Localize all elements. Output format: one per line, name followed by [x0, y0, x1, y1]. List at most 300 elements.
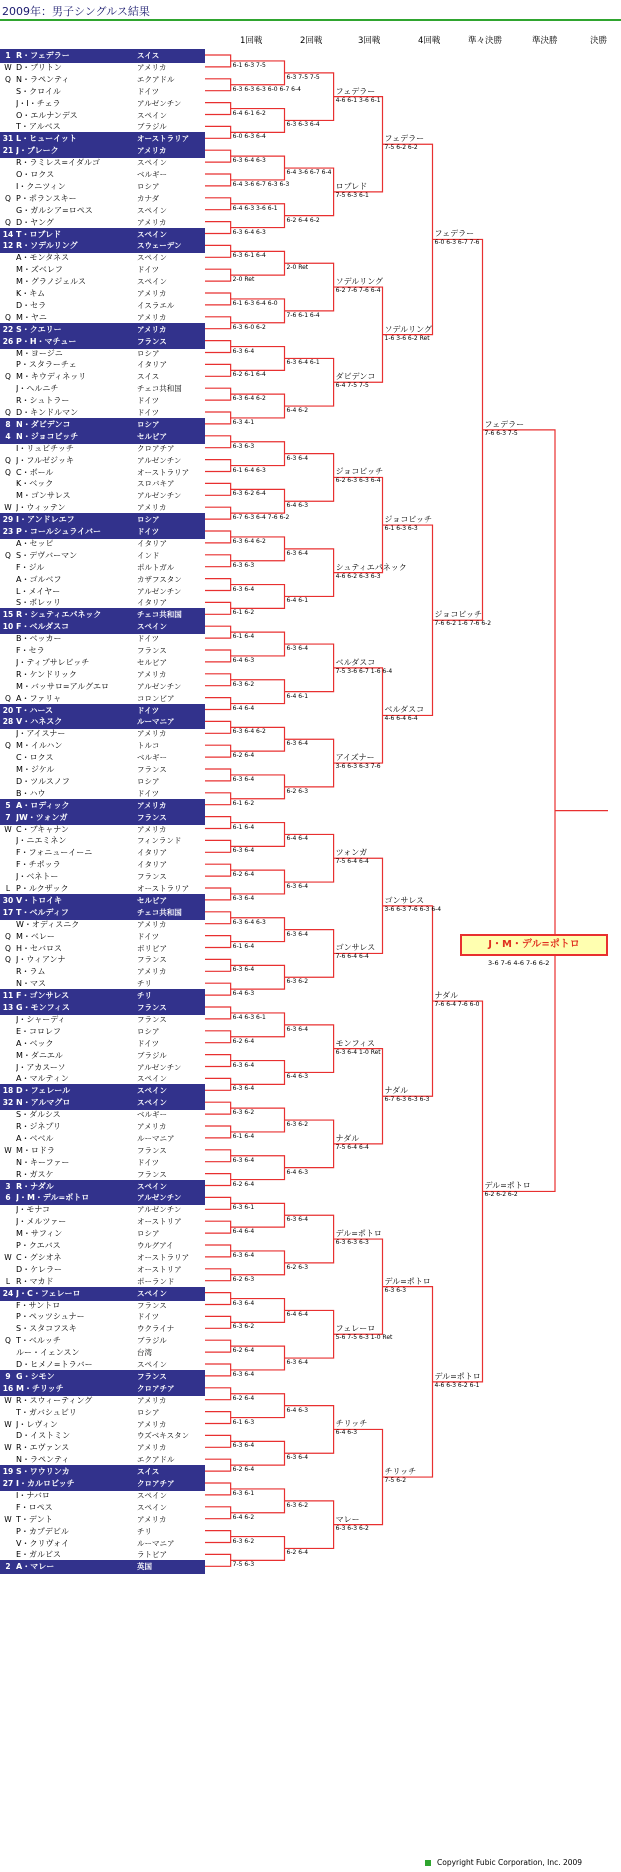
match-score-r1: 6-3 6-4 6-2 — [232, 395, 266, 403]
match-bracket-r1 — [205, 388, 231, 400]
player-name: J・フルゼジッキ — [16, 455, 75, 465]
player-name: T・アルベス — [16, 122, 61, 132]
match-score-r1: 6-1 6-3 7-5 — [232, 61, 266, 69]
seed-label: Q — [5, 312, 11, 322]
match-bracket-r1 — [205, 103, 231, 115]
match-bracket-qf — [410, 525, 433, 715]
player-country: ポルトガル — [137, 562, 175, 572]
player-country: ロシア — [137, 776, 160, 786]
player-country: スペイン — [137, 1181, 167, 1191]
match-score-r2: 6-3 6-2 — [286, 1121, 309, 1129]
match-bracket-r4 — [360, 858, 383, 953]
player-name: I・カルロビッチ — [16, 1479, 75, 1488]
match-bracket-r1 — [205, 959, 231, 971]
player-name: M・ベレー — [16, 931, 55, 941]
player-name: M・ジケル — [16, 765, 55, 774]
match-bracket-r2 — [262, 1394, 285, 1418]
match-bracket-r1 — [205, 1531, 231, 1543]
match-bracket-r2 — [262, 632, 285, 656]
match-score-r2: 6-3 7-5 7-5 — [286, 73, 320, 81]
match-bracket-r4 — [360, 97, 383, 192]
player-name: D・ヤング — [16, 217, 54, 227]
match-score-r2: 6-3 6-4 — [286, 930, 309, 938]
match-bracket-r2 — [262, 680, 285, 704]
match-bracket-qf — [410, 906, 433, 1096]
match-bracket-r1 — [205, 1174, 231, 1186]
match-score-r3: 3-6 6-3 6-3 7-6 — [335, 763, 381, 771]
match-score-r3: 5-6 7-5 6-3 1-0 Ret — [335, 1334, 393, 1342]
player-country: ドイツ — [137, 527, 160, 536]
seed-label: 29 — [2, 515, 14, 525]
player-country: スウェーデン — [137, 241, 182, 251]
player-name: F・セラ — [16, 646, 45, 655]
match-bracket-r1 — [205, 1197, 231, 1209]
match-bracket-sf — [460, 239, 483, 620]
round-label-r3: 3回戦 — [358, 36, 381, 46]
seed-label: Q — [5, 217, 11, 227]
match-bracket-r1 — [205, 745, 231, 757]
match-bracket-r1 — [205, 579, 231, 591]
match-score-r1: 6-3 6-4 6-3 — [232, 228, 266, 236]
player-name: S・ボレッリ — [16, 598, 61, 608]
player-country: スペイン — [137, 277, 167, 287]
player-country: フランス — [137, 1014, 167, 1024]
match-score-r1: 2-0 Ret — [232, 276, 255, 284]
seed-label: 27 — [2, 1479, 14, 1488]
match-bracket-r4 — [360, 1239, 383, 1334]
round-label-final: 決勝 — [590, 36, 608, 46]
player-country: ドイツ — [137, 705, 160, 715]
player-country: アメリカ — [137, 919, 167, 929]
player-country: ドイツ — [137, 1312, 160, 1322]
seed-label: 22 — [2, 324, 14, 334]
player-country: フランス — [137, 765, 167, 774]
player-country: アメリカ — [137, 217, 167, 227]
match-bracket-r1 — [205, 412, 231, 424]
player-country: カナダ — [137, 193, 160, 203]
match-bracket-r2 — [262, 1441, 285, 1465]
match-bracket-r3 — [312, 739, 334, 787]
match-score-r1: 6-3 6-3 — [232, 561, 255, 569]
player-name: A・セッピ — [16, 538, 54, 548]
round-label-qf: 準々決勝 — [468, 36, 503, 46]
match-bracket-r2 — [262, 1489, 285, 1513]
match-score-r2: 6-4 6-1 — [286, 597, 309, 605]
player-name: S・クエリー — [16, 324, 62, 334]
player-name: F・ベルダスコ — [16, 622, 70, 632]
player-name: M・ロドラ — [16, 1145, 55, 1155]
seed-label: 14 — [2, 229, 14, 239]
player-country: 英国 — [137, 1562, 152, 1572]
match-score-r1: 6-3 6-4 — [232, 1085, 255, 1093]
match-bracket-r1 — [205, 436, 231, 448]
player-country: ロシア — [137, 1026, 160, 1036]
player-country: チェコ共和国 — [137, 610, 182, 620]
match-score-r2: 6-3 6-4 — [286, 1216, 309, 1224]
player-country: スペイン — [137, 1360, 167, 1369]
player-name: J・I・チェラ — [16, 98, 61, 108]
match-score-r1: 6-2 6-4 — [232, 1394, 255, 1402]
player-name: G・モンフィス — [16, 1003, 70, 1012]
player-name: D・ツルスノフ — [16, 776, 70, 786]
match-bracket-r2 — [262, 1061, 285, 1085]
player-name: P・クエバス — [16, 1241, 61, 1250]
player-country: ドイツ — [137, 931, 160, 941]
player-country: イタリア — [137, 848, 167, 858]
match-bracket-r1 — [205, 1221, 231, 1233]
player-country: アルゼンチン — [137, 455, 182, 465]
match-score-r2: 2-0 Ret — [286, 264, 309, 272]
match-bracket-r1 — [205, 1269, 231, 1281]
player-country: アルゼンチン — [137, 98, 182, 108]
match-score-r1: 6-4 6-4 — [232, 704, 255, 712]
round-label-sf: 準決勝 — [532, 36, 558, 46]
player-country: チリ — [137, 1526, 152, 1536]
round-label-r1: 1回戦 — [240, 36, 263, 46]
player-country: スイス — [137, 372, 160, 382]
match-score-r2: 6-4 6-1 — [286, 692, 309, 700]
player-name: P・ポランスキー — [16, 193, 77, 203]
player-name: A・モンタネス — [16, 253, 70, 263]
player-country: アメリカ — [137, 146, 167, 156]
match-bracket-r1 — [205, 1126, 231, 1138]
player-name: D・ヒメノ=トラバー — [16, 1360, 93, 1369]
player-country: スペイン — [137, 253, 167, 263]
player-name: D・ブリトン — [16, 62, 62, 72]
player-country: セルビア — [137, 895, 167, 905]
player-name: K・キム — [16, 289, 46, 298]
player-country: フランス — [137, 1169, 167, 1179]
player-country: フランス — [137, 955, 167, 965]
seed-label: 15 — [2, 610, 14, 620]
match-score-qf: 7-6 6-4 7-6 6-0 — [434, 1001, 480, 1009]
match-score-r1: 6-3 4-1 — [232, 418, 255, 426]
winner-name-r3: チリッチ — [335, 1419, 368, 1429]
player-country: アルゼンチン — [137, 1205, 182, 1215]
player-name: N・アルマグロ — [16, 1098, 71, 1108]
match-score-r1: 6-1 6-4 — [232, 633, 255, 641]
match-bracket-r4 — [360, 668, 383, 763]
seed-label: W — [4, 1252, 12, 1262]
match-score-r1: 6-1 6-3 — [232, 1418, 255, 1426]
player-name: H・セバロス — [16, 943, 63, 953]
match-score-r1: 6-3 6-1 — [232, 1204, 255, 1212]
match-score-r2: 6-2 6-4 — [286, 1549, 309, 1557]
player-name: V・トロイキ — [16, 895, 62, 905]
seed-label: Q — [5, 455, 11, 465]
player-name: S・クロイル — [16, 86, 61, 96]
match-score-r2: 7-6 6-1 6-4 — [286, 311, 320, 319]
match-score-r1: 6-3 6-4 — [232, 1299, 255, 1307]
match-score-r1: 6-2 6-4 — [232, 871, 255, 879]
winner-name-r4: ナダル — [384, 1086, 409, 1096]
match-score-r1: 6-3 6-2 — [232, 1323, 255, 1331]
player-name: I・アンドレエフ — [16, 515, 75, 525]
match-bracket-r1 — [205, 245, 231, 257]
player-name: C・グシオネ — [16, 1252, 62, 1262]
match-bracket-r1 — [205, 1364, 231, 1376]
player-country: インド — [137, 550, 160, 560]
match-score-r1: 6-3 6-2 — [232, 1109, 255, 1117]
match-score-r3: 6-2 6-3 6-3 6-4 — [335, 477, 381, 485]
player-name: M・ヨージニ — [16, 348, 63, 358]
player-name: I・リュビチッチ — [16, 443, 74, 453]
match-score-r2: 6-3 6-4 — [286, 1025, 309, 1033]
match-bracket-r1 — [205, 198, 231, 210]
seed-label: 19 — [2, 1467, 14, 1477]
player-country: チリ — [137, 979, 152, 989]
player-country: コロンビア — [137, 693, 175, 703]
player-name: R・ジネプリ — [16, 1122, 61, 1131]
match-score-r2: 6-4 6-3 — [286, 502, 309, 510]
player-country: ロシア — [137, 348, 160, 358]
player-name: L・ヒューイット — [16, 134, 77, 144]
player-country: アメリカ — [137, 503, 167, 513]
seed-label: 30 — [2, 895, 14, 905]
match-bracket-r2 — [262, 1346, 285, 1370]
winner-name-sf: デル=ポトロ — [484, 1181, 531, 1191]
match-bracket-r1 — [205, 1554, 231, 1566]
player-country: イタリア — [137, 360, 167, 370]
seed-label: 1 — [5, 51, 11, 60]
player-country: ロシア — [137, 419, 160, 429]
match-bracket-r1 — [205, 983, 231, 995]
match-bracket-r1 — [205, 317, 231, 329]
match-score-r3: 7-5 6-4 6-4 — [335, 1143, 369, 1151]
seed-label: 21 — [2, 146, 14, 156]
match-bracket-r1 — [205, 1483, 231, 1495]
match-score-r1: 6-4 6-3 3-6 6-1 — [232, 204, 278, 212]
match-score-r1: 6-3 6-4 — [232, 1251, 255, 1259]
player-name: ルー・イェンスン — [16, 1348, 80, 1358]
match-bracket-r1 — [205, 650, 231, 662]
match-score-r1: 6-2 6-4 — [232, 752, 255, 760]
winner-name-r3: アイズナー — [335, 753, 375, 763]
match-bracket-r1 — [205, 126, 231, 138]
match-score-r1: 6-1 6-4 — [232, 1132, 255, 1140]
player-country: アルゼンチン — [137, 1062, 182, 1072]
match-bracket-r1 — [205, 1150, 231, 1162]
player-country: スペイン — [137, 110, 167, 120]
match-bracket-r1 — [205, 793, 231, 805]
player-country: アメリカ — [137, 1443, 167, 1453]
player-name: R・スウィーティング — [16, 1395, 93, 1405]
match-score-r3: 6-3 6-3 6-3 — [335, 1239, 369, 1247]
player-name: C・ロクス — [16, 753, 54, 763]
player-country: ボリビア — [137, 943, 167, 953]
player-name: D・イストミン — [16, 1431, 71, 1441]
match-bracket-r1 — [205, 1459, 231, 1471]
match-score-r1: 6-4 3-6 6-7 6-3 6-3 — [232, 180, 290, 188]
match-bracket-r3 — [312, 454, 334, 502]
player-name: J・ティプサレビッチ — [16, 657, 90, 667]
match-bracket-r3 — [312, 1310, 334, 1358]
match-score-r2: 6-3 6-2 — [286, 1501, 309, 1509]
match-bracket-r2 — [262, 1537, 285, 1561]
player-country: カザフスタン — [137, 574, 182, 584]
match-score-r2: 6-2 6-4 6-2 — [286, 216, 320, 224]
player-country: ブラジル — [137, 1050, 167, 1060]
seed-label: 3 — [5, 1181, 11, 1191]
player-name: L・メイヤー — [16, 586, 61, 596]
player-name: P・H・マチュー — [16, 336, 77, 346]
player-name: C・ブキャナン — [16, 824, 69, 834]
match-score-r3: 6-3 6-4 1-0 Ret — [335, 1048, 381, 1056]
seed-label: 5 — [5, 800, 11, 810]
round-label-r2: 2回戦 — [300, 36, 323, 46]
player-country: フランス — [137, 646, 167, 655]
player-name: W・オディスニク — [16, 919, 80, 929]
match-score-r3: 7-5 6-4 6-4 — [335, 858, 369, 866]
player-name: C・ボール — [16, 467, 54, 477]
match-score-r2: 6-3 6-4 — [286, 740, 309, 748]
player-country: アメリカ — [137, 289, 167, 298]
match-bracket-r1 — [205, 721, 231, 733]
match-score-r1: 6-3 6-4 — [232, 966, 255, 974]
player-country: アメリカ — [137, 669, 167, 679]
match-score-r1: 6-3 6-4 — [232, 1061, 255, 1069]
player-country: ウルグアイ — [137, 1241, 174, 1250]
player-name: A・ロディック — [16, 800, 70, 810]
player-name: R・フェデラー — [16, 51, 70, 60]
winner-name-r4: ジョコビッチ — [384, 515, 433, 525]
player-name: A・ベック — [16, 1038, 54, 1048]
player-name: J・M・デル=ポトロ — [16, 1193, 90, 1203]
match-bracket-r4 — [360, 287, 383, 382]
winner-name-r4: チリッチ — [384, 1467, 417, 1477]
match-score-r2: 6-3 6-2 — [286, 978, 309, 986]
match-score-r1: 6-4 6-3 — [232, 990, 255, 998]
match-score-r2: 6-3 6-4 — [286, 883, 309, 891]
match-score-r1: 6-3 6-1 — [232, 1489, 255, 1497]
player-name: S・スタコフスキ — [16, 1324, 77, 1334]
match-score-r1: 6-3 6-2 6-4 — [232, 490, 266, 498]
seed-label: Q — [5, 1336, 11, 1346]
match-score-r1: 6-1 6-4 — [232, 823, 255, 831]
match-bracket-r1 — [205, 341, 231, 353]
player-name: M・ダニエル — [16, 1050, 63, 1060]
match-score-r1: 6-3 6-1 6-4 — [232, 252, 266, 260]
seed-label: 11 — [2, 991, 14, 1001]
player-country: イスラエル — [137, 300, 175, 310]
match-bracket-r1 — [205, 364, 231, 376]
match-bracket-r1 — [205, 1388, 231, 1400]
player-country: アルゼンチン — [137, 1193, 182, 1203]
player-name: F・ロペス — [16, 1502, 53, 1512]
player-name: A・ゴルベフ — [16, 574, 62, 584]
player-country: フランス — [137, 812, 167, 822]
match-score-r4: 4-6 6-4 6-4 — [384, 715, 418, 723]
match-bracket-qf — [410, 144, 433, 334]
player-name: M・イルハン — [16, 741, 63, 751]
match-score-r1: 6-1 6-4 6-3 — [232, 466, 266, 474]
match-score-r2: 6-4 6-2 — [286, 407, 309, 415]
player-country: スロバキア — [137, 479, 175, 489]
player-name: T・ベルディフ — [16, 907, 69, 917]
match-bracket-r1 — [205, 936, 231, 948]
round-label-r4: 4回戦 — [418, 36, 441, 46]
winner-name-qf: ナダル — [434, 991, 459, 1001]
player-name: T・ハース — [16, 705, 54, 715]
player-country: ドイツ — [137, 86, 160, 96]
seed-label: 17 — [2, 907, 14, 917]
player-country: ドイツ — [137, 265, 160, 275]
match-bracket-r3 — [312, 1501, 334, 1549]
player-country: オーストラリア — [137, 467, 190, 477]
match-bracket-r2 — [262, 347, 285, 371]
match-score-r1: 6-3 6-4 — [232, 775, 255, 783]
match-bracket-r2 — [262, 823, 285, 847]
player-name: D・キンドルマン — [16, 408, 79, 417]
match-score-r2: 6-3 6-4 — [286, 1359, 309, 1367]
player-country: ブラジル — [137, 122, 167, 132]
player-country: スペイン — [137, 1490, 167, 1500]
player-name: E・コロレフ — [16, 1026, 62, 1036]
match-bracket-r1 — [205, 840, 231, 852]
player-country: アメリカ — [137, 1395, 167, 1405]
player-country: スペイン — [137, 158, 167, 168]
player-name: F・ジル — [16, 562, 45, 572]
seed-label: 2 — [5, 1562, 11, 1572]
match-score-qf: 7-6 6-2 1-6 7-6 6-2 — [434, 620, 492, 628]
player-name: B・ハウ — [16, 788, 46, 798]
match-bracket-r1 — [205, 769, 231, 781]
player-country: アメリカ — [137, 967, 167, 977]
match-bracket-r1 — [205, 888, 231, 900]
match-score-r1: 6-3 6-3 — [232, 442, 255, 450]
player-country: イタリア — [137, 598, 167, 608]
seed-label: W — [4, 1443, 12, 1453]
player-country: スペイン — [137, 1288, 167, 1298]
player-name: R・ラミレス=イダルゴ — [16, 158, 101, 168]
match-score-r1: 6-3 6-4 — [232, 585, 255, 593]
winner-name-r4: デル=ポトロ — [384, 1276, 431, 1286]
player-country: ドイツ — [137, 1038, 160, 1048]
seed-label: 8 — [5, 419, 11, 429]
player-name: M・キウディネッリ — [16, 372, 87, 382]
seed-label: Q — [5, 550, 11, 560]
match-score-r2: 6-3 6-4 — [286, 645, 309, 653]
player-country: アメリカ — [137, 800, 167, 810]
seed-label: Q — [5, 74, 11, 84]
player-name: N・ラペンティ — [16, 1455, 70, 1465]
player-name: A・ファリャ — [16, 693, 62, 703]
match-score-sf: 6-2 6-2 6-2 — [484, 1191, 518, 1199]
match-score-r3: 4-6 6-1 3-6 6-1 — [335, 96, 381, 104]
match-bracket-r2 — [262, 965, 285, 989]
footer-copyright: Copyright Fubic Corporation, Inc. 2009 — [437, 1858, 583, 1867]
footer-bullet-icon — [425, 1860, 431, 1866]
player-country: スペイン — [137, 622, 167, 632]
match-bracket-r1 — [205, 269, 231, 281]
match-score-r1: 6-3 6-4 — [232, 347, 255, 355]
winner-name-r3: フェデラー — [335, 86, 376, 96]
player-name: J・ニエミネン — [16, 836, 67, 846]
winner-name-r3: ジョコビッチ — [335, 467, 384, 477]
player-country: フランス — [137, 1371, 167, 1381]
player-country: クロアチア — [137, 1479, 175, 1488]
player-name: A・マレー — [16, 1562, 55, 1572]
match-bracket-r3 — [312, 1406, 334, 1454]
player-country: アメリカ — [137, 1122, 167, 1131]
match-score-r3: 4-6 6-2 6-3 6-3 — [335, 572, 381, 580]
match-bracket-r1 — [205, 293, 231, 305]
winner-name-r3: ベルダスコ — [335, 657, 376, 667]
winner-name-r3: デル=ポトロ — [335, 1229, 382, 1239]
player-name: R・シュティエパネック — [16, 610, 102, 620]
player-name: D・ケレラー — [16, 1264, 62, 1274]
match-bracket-r1 — [205, 1031, 231, 1043]
